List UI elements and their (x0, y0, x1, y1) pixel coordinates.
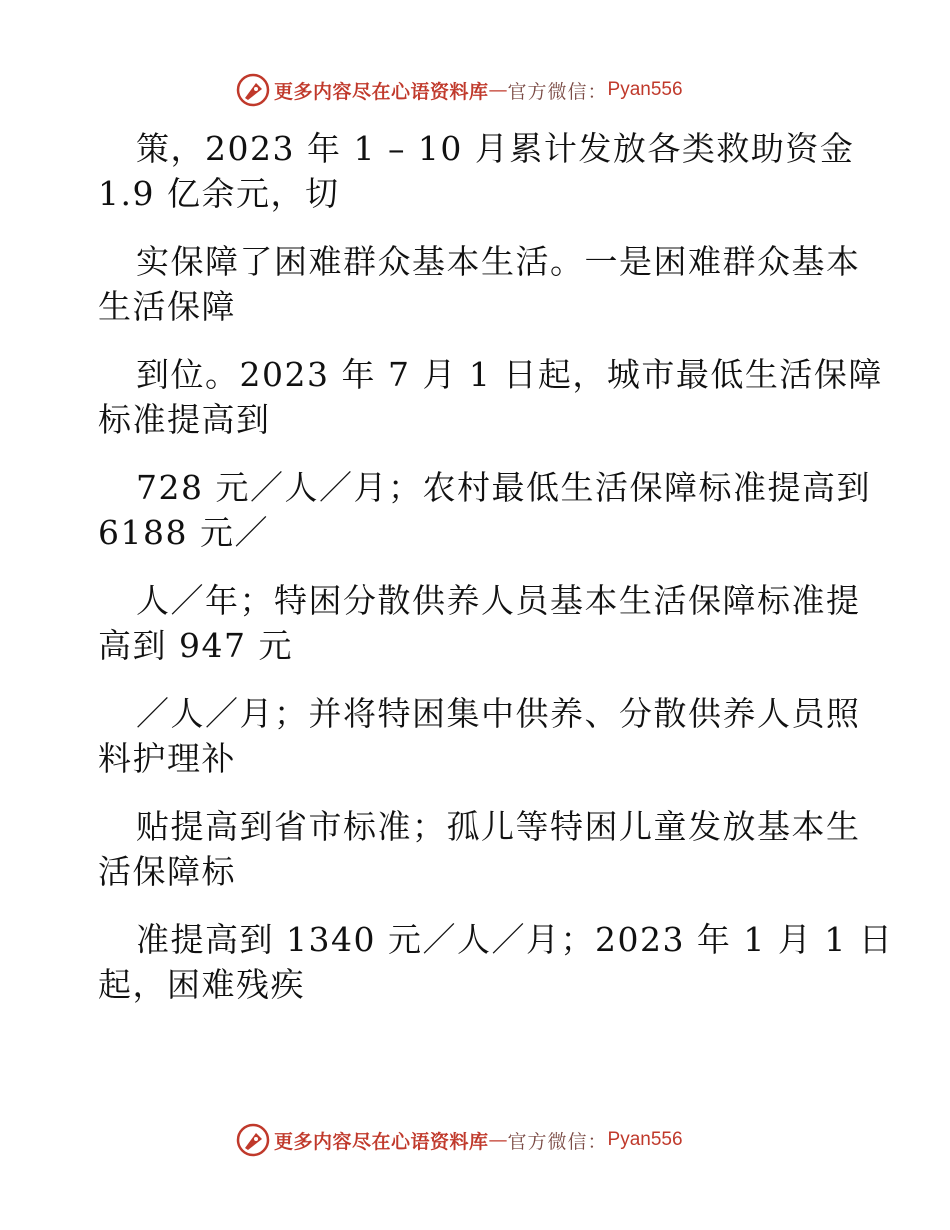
text-line: 高到 947 元 (98, 626, 293, 665)
watermark-brand-text: 更多内容尽在心语资料库 (274, 1130, 489, 1153)
text-line: 生活保障 (98, 287, 236, 326)
footer-watermark (236, 1122, 683, 1158)
text-line: 1.9 亿余元，切 (98, 174, 340, 213)
text-line: 标准提高到 (98, 400, 271, 439)
text-line: 料护理补 (98, 739, 236, 778)
text-line: 活保障标 (98, 852, 236, 891)
watermark-contact-label: 官方微信： (507, 80, 608, 103)
document-body (98, 126, 894, 1030)
watermark-brand-text: 更多内容尽在心语资料库 (274, 80, 489, 103)
text-line: ／人／月；并将特困集中供养、分散供养人员照 (136, 694, 861, 733)
text-line: 实保障了困难群众基本生活。一是困难群众基本 (136, 242, 861, 281)
watermark-contact-id: Pyan556 (607, 1129, 683, 1150)
watermark-contact-id: Pyan556 (607, 79, 683, 100)
text-line: 人／年；特困分散供养人员基本生活保障标准提 (136, 581, 861, 620)
text-line: 到位。2023 年 7 月 1 日起，城市最低生活保障 (136, 355, 883, 394)
pen-nib-logo-icon (236, 1123, 270, 1157)
text-line: 6188 元／ (98, 513, 269, 552)
text-line: 728 元／人／月；农村最低生活保障标准提高到 (136, 468, 871, 507)
watermark-contact-label: 官方微信： (507, 1130, 608, 1153)
text-line: 准提高到 1340 元／人／月；2023 年 1 月 1 日 (136, 920, 894, 959)
header-watermark (236, 72, 683, 108)
watermark-dash: — (488, 79, 508, 101)
pen-nib-logo-icon (236, 73, 270, 107)
text-line: 贴提高到省市标准；孤儿等特困儿童发放基本生 (136, 807, 861, 846)
text-line: 起，困难残疾 (98, 965, 305, 1004)
watermark-dash: — (488, 1129, 508, 1151)
text-line: 策，2023 年 1 – 10 月累计发放各类救助资金 (136, 129, 855, 168)
